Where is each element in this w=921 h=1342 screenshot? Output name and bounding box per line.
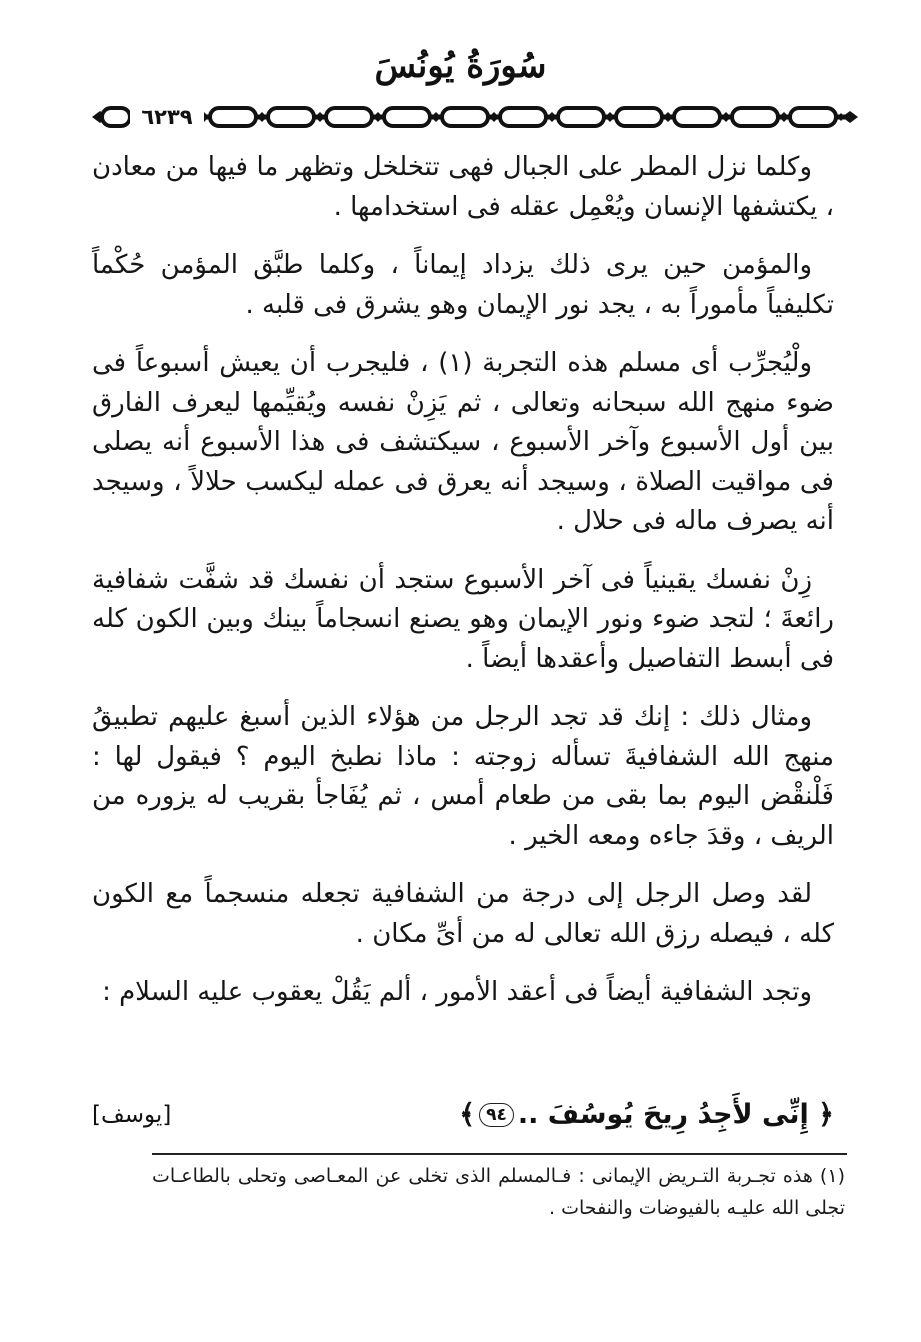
paragraph: وكلما نزل المطر على الجبال فهى تتخلخل وتظهر ما فيها من معادن ، يكتشفها الإنسان ويُعْمِل عقله فى استخدامها . <box>92 152 834 222</box>
quran-verse <box>459 1093 834 1137</box>
verse-number: ٩٤ <box>479 1103 514 1127</box>
paragraph: زِنْ نفسك يقينياً فى آخر الأسبوع ستجد أن نفسك قد شفَّت شفافية رائعةَ ؛ لتجد ضوء ونور الإيمان وهو يصنع انسجاماً بينك وبين الكون كله فى أبسط التفاصيل وأعقدها أيضاً . <box>92 564 834 674</box>
surah-title: سُورَةُ يُونُسَ <box>374 46 547 86</box>
footnote: (١) هذه تجـربة التـريض الإيمانى : فـالمسلم الذى تخلى عن المعـاصى وتحلى بالطاعـات تجلى الله عليـه بالفيوضات والنفحات . <box>152 1165 845 1219</box>
paragraph: ولْيُجرِّب أى مسلم هذه التجربة (١) ، فليجرب أن يعيش أسبوعاً فى ضوء منهج الله سبحانه وتعالى ، ثم يَزِنْ نفسه ويُقيِّمها ليعرف الفارق بين أول الأسبوع وآخر الأسبوع ، سيكتشف فى هذا الأسبوع أنه يصلى فى مواقيت الصلاة ، وسيجد أنه يعرق فى عمله ليكسب حلالاً ، وسيجد أنه يصرف ماله فى حلال . <box>92 348 834 536</box>
quran-verse-line <box>92 1093 834 1137</box>
ornament-rule <box>92 98 858 136</box>
verse-text: ﴿ إِنِّى لأَجِدُ رِيحَ يُوسُفَ .. <box>517 1099 834 1130</box>
footnote-divider <box>152 1153 847 1155</box>
page-header <box>0 0 921 140</box>
paragraph: والمؤمن حين يرى ذلك يزداد إيماناً ، وكلما طبَّق المؤمن حُكْماً تكليفياً مأموراً به ، يجد نور الإيمان وهو يشرق فى قلبه . <box>92 250 834 320</box>
surah-reference: [يوسف] <box>92 1102 172 1128</box>
page-number: ٦٢٣٩ <box>130 101 204 133</box>
paragraph: لقد وصل الرجل إلى درجة من الشفافية تجعله منسجماً مع الكون كله ، فيصله رزق الله تعالى له من أىِّ مكان . <box>92 879 834 949</box>
paragraph: وتجد الشفافية أيضاً فى أعقد الأمور ، ألم يَقُلْ يعقوب عليه السلام : <box>102 977 812 1007</box>
body-text <box>92 148 834 1032</box>
verse-close-bracket: ﴾ <box>459 1099 476 1130</box>
paragraph: ومثال ذلك : إنك قد تجد الرجل من هؤلاء الذين أسبغ عليهم تطبيقُ منهج الله الشفافيةَ تسأله زوجته : ماذا نطبخ اليوم ؟ فيقول لها : فَلْنقْض اليوم بما بقى من طعام أمس ، ثم يُفَاجأ بقريب له يزوره من الريف ، وقدَ جاءه ومعه الخير . <box>92 702 834 851</box>
